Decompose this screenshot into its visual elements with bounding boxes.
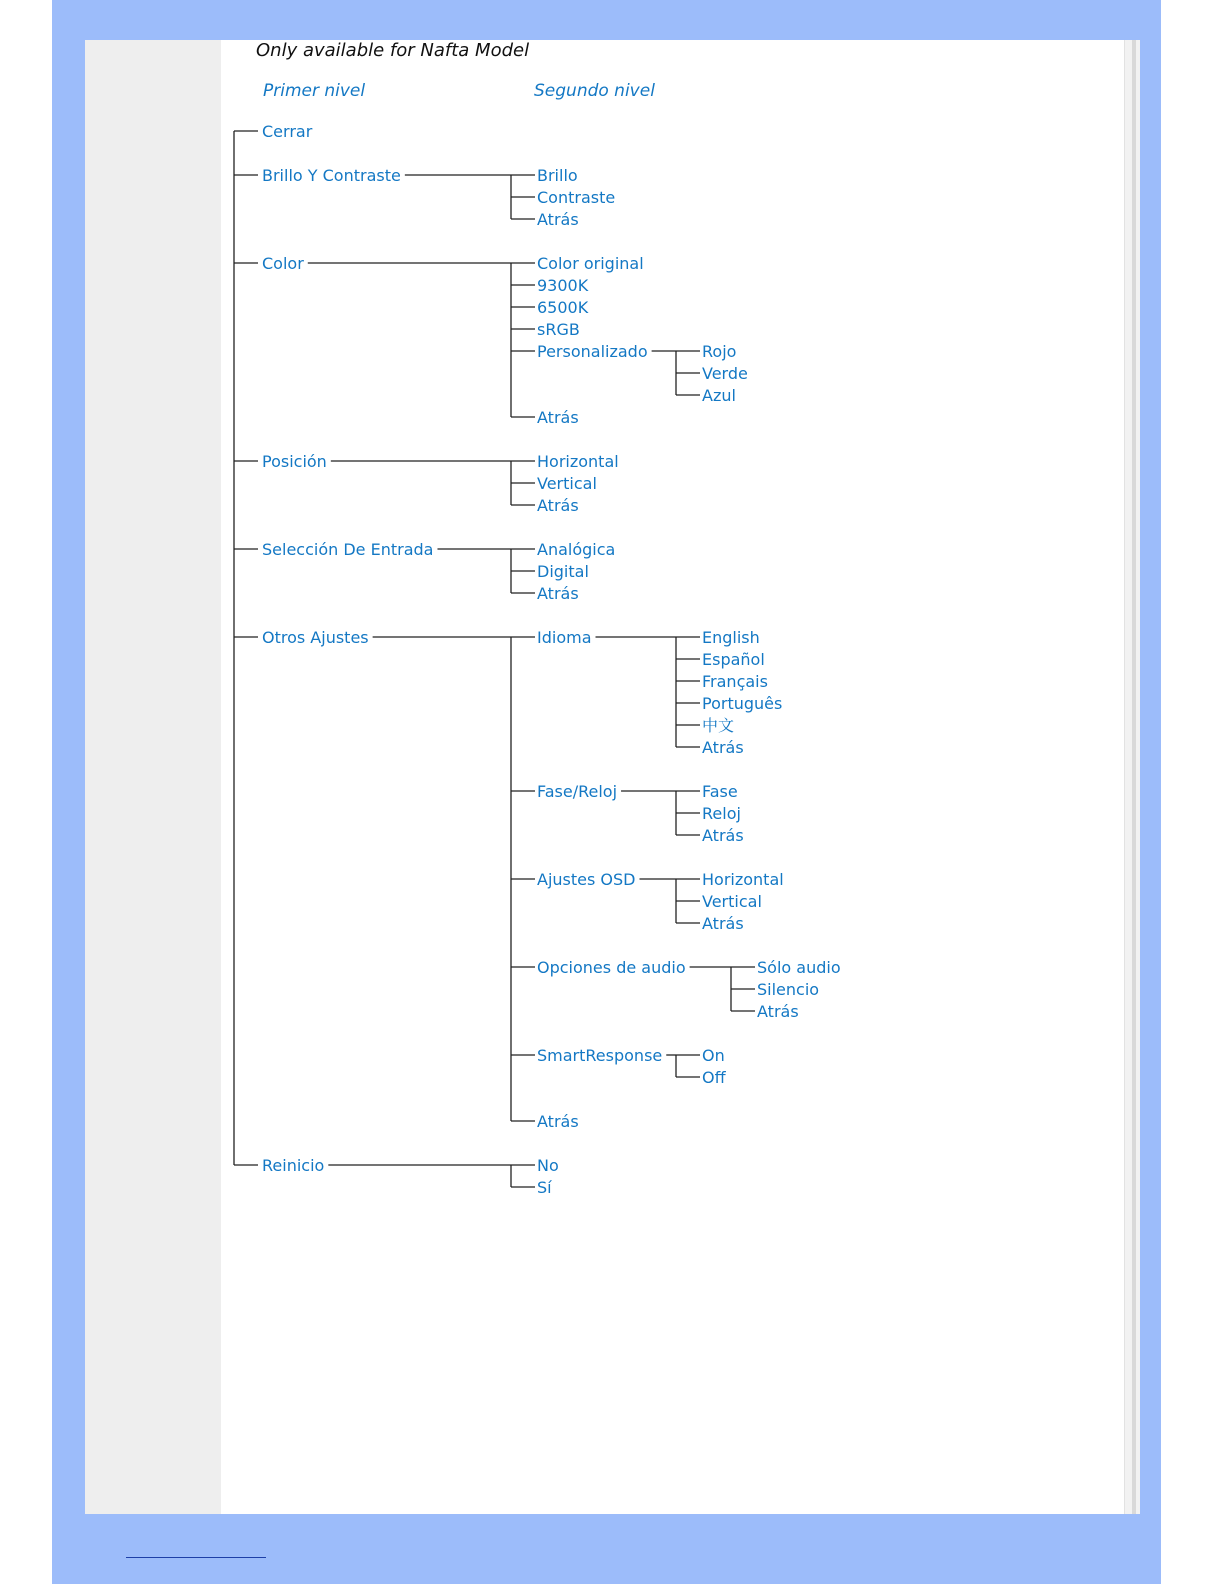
option-azul: Azul [702, 386, 736, 405]
option-english: English [702, 628, 760, 647]
submenu-item-color-original: Color original [537, 254, 644, 273]
option-atras: Atrás [757, 1002, 799, 1021]
menu-item-reinicio: Reinicio [262, 1156, 325, 1175]
header-level-2: Segundo nivel [534, 81, 655, 101]
option-horizontal: Horizontal [702, 870, 784, 889]
option-reloj: Reloj [702, 804, 741, 823]
submenu-item-6500k: 6500K [537, 298, 589, 317]
menu-item-brillo-y-contraste: Brillo Y Contraste [262, 166, 401, 185]
header-level-1: Primer nivel [263, 81, 366, 101]
submenu-item-analogica: Analógica [537, 540, 616, 559]
option-vertical: Vertical [702, 892, 762, 911]
option-silencio: Silencio [757, 980, 820, 999]
submenu-item-horizontal: Horizontal [537, 452, 619, 471]
submenu-item-opciones-de-audio: Opciones de audio [537, 958, 686, 977]
submenu-item-atras: Atrás [537, 584, 579, 603]
option-atras: Atrás [702, 738, 744, 757]
submenu-item-contraste: Contraste [537, 188, 616, 207]
menu-item-cerrar: Cerrar [262, 122, 313, 141]
menu-item-otros-ajustes: Otros Ajustes [262, 628, 369, 647]
connector-lines [234, 131, 755, 1187]
submenu-item-brillo: Brillo [537, 166, 578, 185]
submenu-item-ajustes-osd: Ajustes OSD [537, 870, 636, 889]
nafta-note: Only available for Nafta Model [256, 40, 530, 61]
submenu-item-9300k: 9300K [537, 276, 589, 295]
submenu-item-smartresponse: SmartResponse [537, 1046, 663, 1065]
menu-labels [262, 122, 841, 1197]
submenu-item-digital: Digital [537, 562, 589, 581]
option-solo-audio: Sólo audio [757, 958, 841, 977]
menu-item-color: Color [262, 254, 304, 273]
submenu-item-personalizado: Personalizado [537, 342, 648, 361]
submenu-item-srgb: sRGB [537, 320, 580, 339]
option-francais: Français [702, 672, 768, 691]
submenu-item-no: No [537, 1156, 559, 1175]
option-rojo: Rojo [702, 342, 737, 361]
option-espanol: Español [702, 650, 765, 669]
submenu-item-idioma: Idioma [537, 628, 592, 647]
menu-item-seleccion-de-entrada: Selección De Entrada [262, 540, 434, 559]
option-portugues: Português [702, 694, 783, 713]
submenu-item-fase-reloj: Fase/Reloj [537, 782, 618, 801]
submenu-item-atras: Atrás [537, 1112, 579, 1131]
submenu-item-atras: Atrás [537, 408, 579, 427]
submenu-item-atras: Atrás [537, 210, 579, 229]
submenu-item-vertical: Vertical [537, 474, 597, 493]
option-on: On [702, 1046, 725, 1065]
option-verde: Verde [702, 364, 748, 383]
option-atras: Atrás [702, 914, 744, 933]
option-fase: Fase [702, 782, 738, 801]
menu-item-posicion: Posición [262, 452, 327, 471]
option-off: Off [702, 1068, 726, 1087]
option-atras: Atrás [702, 826, 744, 845]
submenu-item-si: Sí [537, 1178, 552, 1197]
option-item: 中文 [702, 716, 735, 735]
submenu-item-atras: Atrás [537, 496, 579, 515]
